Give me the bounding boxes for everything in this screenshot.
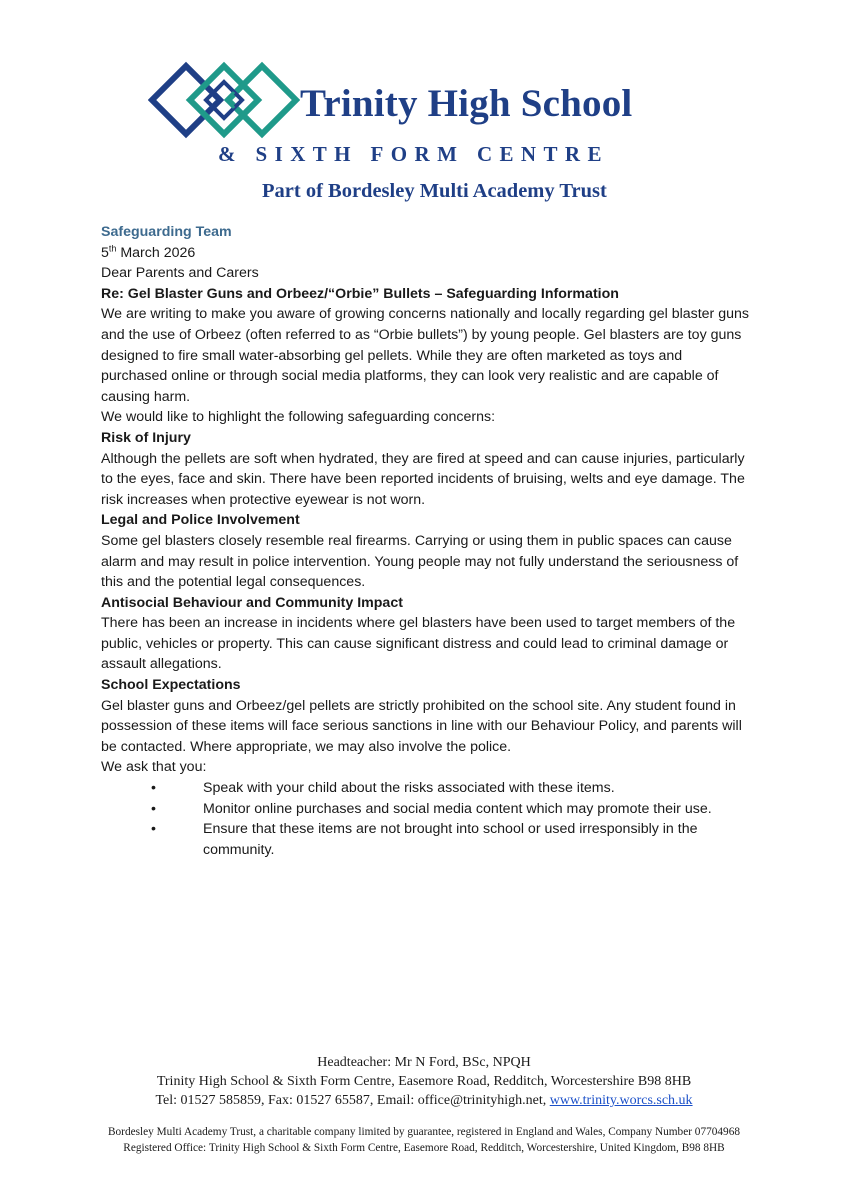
school-logo-icon	[148, 60, 300, 140]
greeting: Dear Parents and Carers	[101, 265, 259, 282]
contact-line	[0, 1091, 848, 1110]
address-line: Trinity High School & Sixth Form Centre, Easemore Road, Redditch, Worcestershire B98 8HB	[156, 1074, 692, 1089]
section-text: There has been an increase in incidents where gel blasters have been used to target members of the public, vehicles or property. This can cause significant distress and could lead to criminal damage or assault allegations.	[101, 615, 736, 673]
ask-list	[101, 778, 751, 860]
section-text: Gel blaster guns and Orbeez/gel pellets are strictly prohibited on the school site. Any student found in possession of these items will face serious sanctions in line with our Behaviour Policy, and parents will be contacted. Where appropriate, we may also involve the police.	[101, 697, 742, 755]
department-label: Safeguarding Team	[101, 224, 232, 240]
website-link[interactable]: www.trinity.worcs.sch.uk	[549, 1093, 693, 1108]
bullet-icon: •	[151, 780, 156, 797]
legal-line-2: Registered Office: Trinity High School & Sixth Form Centre, Easemore Road, Redditch, Worcestershire, United Kingdom, B98 8HB	[123, 1141, 725, 1154]
bullet-icon: •	[151, 800, 156, 817]
section-heading: Risk of Injury	[101, 429, 191, 446]
list-item	[101, 819, 751, 860]
headteacher-line: Headteacher: Mr N Ford, BSc, NPQH	[317, 1055, 531, 1070]
date-day: 5	[101, 244, 109, 261]
section-heading: School Expectations	[101, 677, 241, 694]
list-item-text: Monitor online purchases and social media content which may promote their use.	[203, 800, 712, 817]
date-suffix: th	[108, 242, 117, 253]
list-item	[101, 799, 751, 820]
letter-footer	[0, 1053, 848, 1156]
date-rest: March 2026	[116, 244, 196, 261]
legal-line-1: Bordesley Multi Academy Trust, a charitable company limited by guarantee, registered in England and Wales, Company Number 07704968	[108, 1126, 740, 1138]
school-name: Trinity High School	[300, 82, 633, 125]
section-heading: Legal and Police Involvement	[101, 512, 300, 529]
intro-paragraph: We are writing to make you aware of growing concerns nationally and locally regarding gel blaster guns and the use of Orbeez (often referred to as “Orbie bullets”) by young people. Gel blasters are toy guns designed to fire small water-absorbing gel pellets. While they are often marketed as toys and purchased online or through social media platforms, they can look very realistic and are capable of causing harm.	[101, 306, 749, 405]
highlight-paragraph: We would like to highlight the following safeguarding concerns:	[101, 409, 496, 426]
section-text: Although the pellets are soft when hydrated, they are fired at speed and can cause injuries, particularly to the eyes, face and skin. There have been reported incidents of bruising, welts and eye damage. The risk increases when protective eyewear is not worn.	[101, 450, 745, 508]
section-text: Some gel blasters closely resemble real firearms. Carrying or using them in public spaces can cause alarm and may result in police intervention. Young people may not fully understand the seriousness of this and the potential legal consequences.	[101, 532, 739, 591]
list-item	[101, 778, 751, 799]
list-item-text: Ensure that these items are not brought into school or used irresponsibly in the community.	[203, 821, 698, 858]
sixth-form-title: & SIXTH FORM CENTRE	[218, 142, 609, 166]
letter-subject: Re: Gel Blaster Guns and Orbeez/“Orbie” Bullets – Safeguarding Information	[101, 285, 619, 302]
letter-body	[101, 222, 751, 860]
section-heading: Antisocial Behaviour and Community Impact	[101, 594, 403, 611]
letter-date	[101, 243, 751, 264]
trust-line: Part of Bordesley Multi Academy Trust	[262, 180, 607, 202]
bullet-icon: •	[151, 821, 156, 838]
ask-intro: We ask that you:	[101, 759, 207, 776]
contact-text: Tel: 01527 585859, Fax: 01527 65587, Email: office@trinityhigh.net,	[155, 1093, 550, 1108]
list-item-text: Speak with your child about the risks associated with these items.	[203, 780, 615, 797]
